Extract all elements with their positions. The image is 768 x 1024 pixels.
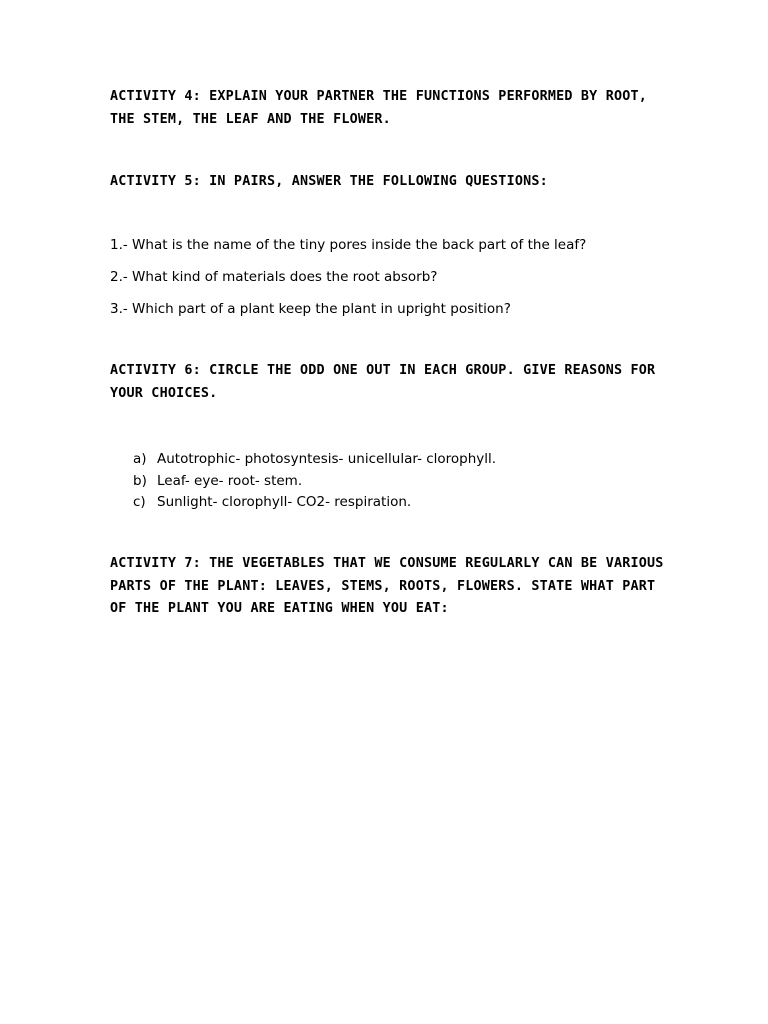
group-text: Autotrophic- photosyntesis- unicellular- clorophyll. — [157, 451, 497, 467]
list-marker: a) — [133, 451, 147, 467]
list-marker: c) — [133, 494, 146, 510]
activity-5-question-3: 3.- Which part of a plant keep the plant in upright position? — [110, 301, 511, 317]
activity-6-group-a — [133, 449, 496, 471]
group-text: Sunlight- clorophyll- CO2- respiration. — [157, 494, 412, 510]
activity-6-heading: ACTIVITY 6: CIRCLE THE ODD ONE OUT IN EACH GROUP. GIVE REASONS FOR YOUR CHOICES. — [110, 363, 656, 401]
activity-4-heading: ACTIVITY 4: EXPLAIN YOUR PARTNER THE FUNCTIONS PERFORMED BY ROOT, THE STEM, THE LEAF AND THE FLOWER. — [110, 89, 648, 127]
activity-6-group-c — [133, 492, 496, 514]
activity-6-group-b — [133, 471, 496, 493]
group-text: Leaf- eye- root- stem. — [157, 472, 303, 489]
activity-5-heading: ACTIVITY 5: IN PAIRS, ANSWER THE FOLLOWING QUESTIONS: — [110, 174, 548, 189]
list-marker: b) — [133, 472, 147, 489]
activity-5-question-2: 2.- What kind of materials does the root absorb? — [110, 269, 438, 285]
activity-6-groups-list — [133, 449, 496, 514]
activity-5-question-1: 1.- What is the name of the tiny pores inside the back part of the leaf? — [110, 237, 587, 253]
activity-7-heading: ACTIVITY 7: THE VEGETABLES THAT WE CONSUME REGULARLY CAN BE VARIOUS PARTS OF THE PLANT: LEAVES, STEMS, ROOTS, FLOWERS. STATE WHAT PART OF THE PLANT YOU ARE EATING WHEN YOU EAT: — [110, 556, 664, 616]
